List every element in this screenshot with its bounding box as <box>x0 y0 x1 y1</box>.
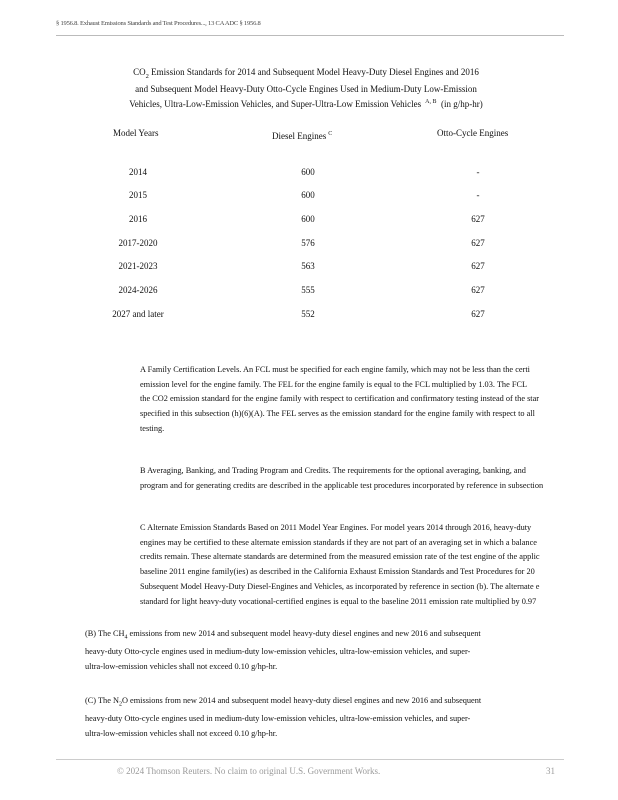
column-header-diesel: Diesel Engines $^C$ <box>272 131 333 141</box>
cell-model-year: 2024-2026 <box>118 285 158 295</box>
footnote-b: B Averaging, Banking, and Trading Program and Credits. The requirements for the optional averaging, banking, and program and for generating credits are described in the applicable test procedures incorporated by reference in subsection <box>140 466 544 490</box>
cell-model-year: 2016 <box>129 214 147 224</box>
table-row <box>0 285 618 299</box>
table-title <box>96 66 516 111</box>
footer-copyright: © 2024 Thomson Reuters. No claim to original U.S. Government Works. <box>117 766 381 776</box>
table-title-line-2: and Subsequent Model Heavy-Duty Otto-Cycle Engines Used in Medium-Duty Low-Emission <box>135 83 477 94</box>
cell-diesel: 600 <box>301 190 315 200</box>
table-row <box>0 309 618 323</box>
column-header-otto: Otto-Cycle Engines <box>437 128 509 138</box>
table-row <box>0 167 618 181</box>
cell-diesel: 552 <box>301 309 315 319</box>
cell-diesel: 576 <box>301 238 315 248</box>
cell-otto: - <box>476 167 480 177</box>
table-title-line-1: $CO_2$ Emission Standards for 2014 and Subsequent Model Heavy-Duty Diesel Engines and 2016 <box>133 67 479 80</box>
table-row <box>0 238 618 252</box>
table-row <box>0 214 618 228</box>
table-row <box>0 261 618 275</box>
footnote-a: A Family Certification Levels. An FCL must be specified for each engine family, which may not be less than the certi emission level for the engine family. The FEL for the engine family is equal to the FCL multiplied by 1.03. The FCL the CO2 emission standard for the engine family with respect to certification and confirmatory testing instead of the star specified in this subsection (h)(6)(A). The FEL serves as the emission standard for the engine family with respect to all testing. <box>140 365 540 433</box>
cell-diesel: 600 <box>301 214 315 224</box>
cell-otto: 627 <box>471 285 485 295</box>
cell-otto: 627 <box>471 214 485 224</box>
cell-model-year: 2027 and later <box>112 309 164 319</box>
table-title-line-3: Vehicles, Ultra-Low-Emission Vehicles, and Super-Ultra-Low Emission Vehicles $^{A, B}$ (in g/hp-hr) <box>129 98 483 109</box>
cell-model-year: 2014 <box>129 167 147 177</box>
footnote-c: C Alternate Emission Standards Based on 2011 Model Year Engines. For model years 2014 through 2016, heavy-duty engines may be certified to these alternate emission standards if they are not part of an averaging set in which a balance credits remain. These alternate standards are determined from the measured emission rate of the test engine of the applic baseline 2011 engine family(ies) as described in the California Exhaust Emission Standards and Test Procedures for 20 Subsequent Model Heavy-Duty Diesel-Engines and Vehicles, as incorporated by reference in section (b). The alternate e standard for light heavy-duty vocational-certified engines is equal to the baseline 2011 emission rate multiplied by 0.97 <box>140 523 540 606</box>
cell-diesel: 600 <box>301 167 315 177</box>
table-row <box>0 190 618 204</box>
subsection-b-ch4: (B) The $CH_4$ emissions from new 2014 and subsequent model heavy-duty diesel engines and new 2016 and subsequent heavy-duty Otto-cycle engines used in medium-duty low-emission vehicles, ultra-low-emission vehicles, and super- ultra-low-emission vehicles shall not exceed 0.10 g/hp-hr. <box>85 629 481 672</box>
cell-otto: - <box>476 190 480 200</box>
footer-divider <box>56 759 564 760</box>
cell-model-year: 2015 <box>129 190 147 200</box>
subsection-c-n2o: (C) The $N_2O$ emissions from new 2014 and subsequent model heavy-duty diesel engines and new 2016 and subsequent heavy-duty Otto-cycle engines used in medium-duty low-emission vehicles, ultra-low-emission vehicles, and super- ultra-low-emission vehicles shall not exceed 0.10 g/hp-hr. <box>85 696 482 739</box>
cell-otto: 627 <box>471 309 485 319</box>
cell-model-year: 2017-2020 <box>118 238 158 248</box>
page-number: 31 <box>546 766 555 776</box>
column-header-model-years: Model Years <box>113 128 159 138</box>
cell-model-year: 2021-2023 <box>118 261 158 271</box>
cell-otto: 627 <box>471 238 485 248</box>
cell-otto: 627 <box>471 261 485 271</box>
running-head: § 1956.8. Exhaust Emissions Standards and Test Procedures..., 13 CA ADC § 1956.8 <box>56 20 564 36</box>
cell-diesel: 555 <box>301 285 315 295</box>
cell-diesel: 563 <box>301 261 315 271</box>
